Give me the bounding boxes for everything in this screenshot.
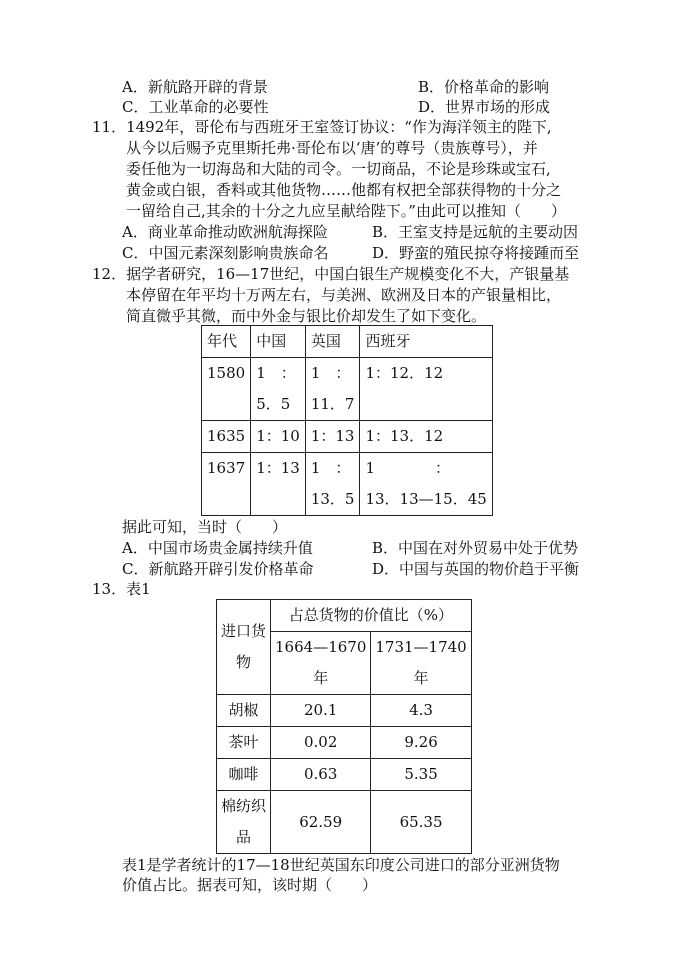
q13-stem-line-2: 价值占比。据表可知，该时期（ ） — [122, 876, 378, 894]
table-row — [217, 727, 472, 759]
cell-line: 1635 — [207, 427, 246, 445]
q11-stem-line-3: 委任他为一切海岛和大陆的司令。一切商品，不论是珍珠或宝石, — [126, 160, 551, 178]
table-cell — [360, 453, 492, 516]
table-cell-item — [217, 791, 271, 854]
q11-stem-line-4: 黄金或白银，香料或其他货物……他都有权把全部获得物的十分之 — [126, 181, 562, 199]
table-row — [217, 791, 472, 854]
q12-option-a: A．中国市场贵金属持续升值 — [122, 539, 313, 557]
table-header-cell: 西班牙 — [360, 326, 492, 358]
q10-option-d: D．世界市场的形成 — [418, 98, 551, 116]
q12-question: 据此可知，当时（ ） — [122, 518, 288, 536]
table-cell-year — [202, 421, 251, 453]
table-cell: 0.02 — [271, 727, 371, 759]
table-header-cell-group: 占总货物的价值比（%） — [271, 600, 472, 632]
q11-stem-line-5: 一留给自己,其余的十分之九应呈献给陛下。”由此可以推知（ ） — [126, 202, 566, 220]
q12-stem-line-3: 简直微乎其微，而中外金与银比价却发生了如下变化。 — [126, 307, 487, 325]
q12-stem-line-2: 本停留在年平均十万两左右，与美洲、欧洲及日本的产银量相比， — [126, 286, 562, 304]
table-cell: 5.35 — [371, 759, 471, 791]
q12-option-b: B．中国在对外贸易中处于优势 — [372, 539, 579, 557]
table-header-row — [202, 326, 493, 358]
asian-goods-value-table — [216, 599, 472, 854]
cell-line: 1 ： — [310, 364, 351, 382]
table-cell — [360, 358, 492, 421]
q12-option-d: D．中国与英国的物价趋于平衡 — [372, 560, 580, 578]
table-header-cell-period — [371, 632, 471, 695]
table-cell — [305, 421, 360, 453]
q10-option-a: A．新航路开辟的背景 — [122, 78, 268, 96]
table-cell-year — [202, 358, 251, 421]
table-cell: 4.3 — [371, 695, 471, 727]
cell-line: 品 — [236, 828, 252, 846]
cell-line: 1：12．12 — [365, 364, 444, 382]
table-cell-item: 茶叶 — [217, 727, 271, 759]
cell-line: 1：10 — [256, 427, 300, 445]
cell-line: 棉纺织 — [221, 797, 267, 815]
cell-line: 5．5 — [256, 395, 291, 413]
table-cell — [360, 421, 492, 453]
table-header-cell-item — [217, 600, 271, 695]
table-cell: 62.59 — [271, 791, 371, 854]
cell-line: 1731—1740 — [375, 638, 467, 656]
table-row — [202, 421, 493, 453]
table-cell: 65.35 — [371, 791, 471, 854]
cell-line: 1580 — [207, 364, 246, 382]
table-cell-item: 胡椒 — [217, 695, 271, 727]
q11-stem-line-2: 从今以后赐予克里斯托弗·哥伦布以‘唐’的尊号（贵族尊号），并 — [126, 139, 538, 157]
cell-line: 年 — [413, 669, 429, 687]
cell-line: 1：13 — [256, 459, 300, 477]
table-row — [217, 695, 472, 727]
cell-line: 13．13—15．45 — [365, 490, 487, 508]
table-header-cell-period — [271, 632, 371, 695]
table-header-cell: 英国 — [305, 326, 360, 358]
cell-line: 1664—1670 — [275, 638, 367, 656]
cell-line: 1：13．12 — [365, 427, 444, 445]
cell-line: 物 — [236, 653, 252, 671]
cell-line: 1637 — [207, 459, 246, 477]
q11-option-d: D．野蛮的殖民掠夺将接踵而至 — [372, 244, 580, 262]
table-row — [202, 453, 493, 516]
q11-stem-line-1: 11．1492年，哥伦布与西班牙王室签订协议：“作为海洋领主的陛下, — [92, 118, 552, 136]
table-cell — [305, 453, 360, 516]
q11-option-c: C．中国元素深刻影响贵族命名 — [122, 244, 329, 262]
q13-stem-line-1: 表1是学者统计的17—18世纪英国东印度公司进口的部分亚洲货物 — [122, 856, 560, 874]
table-cell-item: 咖啡 — [217, 759, 271, 791]
cell-line: 年 — [313, 669, 329, 687]
q11-option-a: A．商业革命推动欧洲航海探险 — [122, 223, 328, 241]
q12-stem-line-1: 12．据学者研究，16—17世纪，中国白银生产规模变化不大，产银量基 — [92, 265, 570, 283]
cell-line: 进口货 — [221, 622, 267, 640]
table-cell — [305, 358, 360, 421]
cell-line: 1 ： — [365, 459, 451, 477]
q10-option-b: B．价格革命的影响 — [418, 78, 550, 96]
table-header-row — [217, 600, 472, 632]
table-row — [217, 759, 472, 791]
cell-line: 11．7 — [310, 395, 355, 413]
q11-option-b: B．王室支持是远航的主要动因 — [372, 223, 579, 241]
gold-silver-ratio-table — [201, 325, 493, 516]
table-cell — [251, 358, 306, 421]
cell-line: 1 ： — [256, 364, 296, 382]
table-cell: 20.1 — [271, 695, 371, 727]
table-cell: 0.63 — [271, 759, 371, 791]
q10-option-c: C．工业革命的必要性 — [122, 98, 269, 116]
cell-line: 1 ： — [310, 459, 351, 477]
table-header-cell: 中国 — [251, 326, 306, 358]
table-cell: 9.26 — [371, 727, 471, 759]
q13-label: 13．表1 — [92, 580, 151, 598]
table-cell — [251, 421, 306, 453]
table-row — [202, 358, 493, 421]
cell-line: 13．5 — [310, 490, 355, 508]
table-cell — [251, 453, 306, 516]
q12-option-c: C．新航路开辟引发价格革命 — [122, 560, 314, 578]
table-cell-year — [202, 453, 251, 516]
table-header-cell: 年代 — [202, 326, 251, 358]
cell-line: 1：13 — [310, 427, 355, 445]
